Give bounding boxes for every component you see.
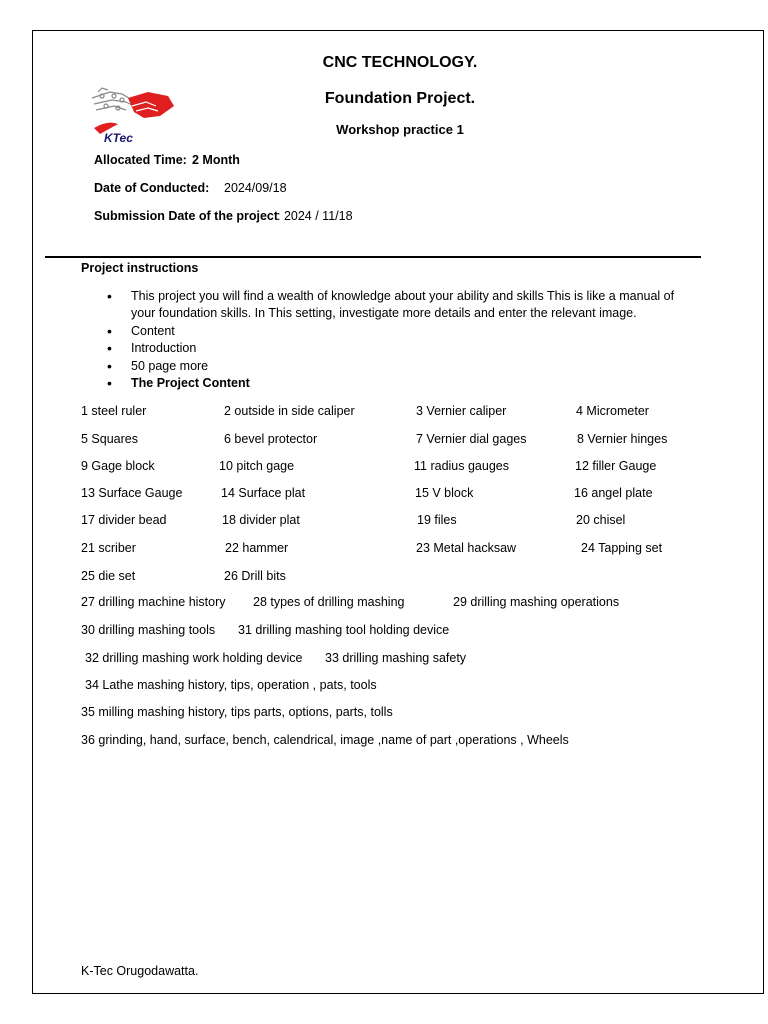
instruction-item: 50 page more — [131, 359, 209, 373]
content-item: 13 Surface Gauge — [81, 486, 183, 500]
content-item: 1 steel ruler — [81, 404, 147, 418]
content-item: 20 chisel — [576, 513, 626, 527]
content-item: 28 types of drilling mashing — [253, 595, 405, 609]
content-item: 12 filler Gauge — [575, 459, 657, 473]
content-item: 30 drilling mashing tools — [81, 623, 216, 637]
content-item: 17 divider bead — [81, 513, 167, 527]
content-item: 22 hammer — [225, 541, 289, 555]
content-item: 35 milling mashing history, tips parts, options, parts, tolls — [81, 705, 393, 719]
instruction-item: Content — [131, 324, 175, 338]
bullet-icon: • — [107, 288, 112, 304]
content-item: 6 bevel protector — [224, 432, 318, 446]
submission-date-value: : 2024 / 11/18 — [277, 209, 353, 223]
content-item: 31 drilling mashing tool holding device — [238, 623, 450, 637]
content-item: 36 grinding, hand, surface, bench, calendrical, image ,name of part ,operations , Wheels — [81, 733, 569, 747]
project-title: Foundation Project. — [324, 90, 476, 107]
content-item: 16 angel plate — [574, 486, 653, 500]
page-border — [32, 30, 764, 994]
content-item: 19 files — [417, 513, 457, 527]
content-item: 25 die set — [81, 569, 136, 583]
content-item: 10 pitch gage — [219, 459, 295, 473]
submission-date-label: Submission Date of the project — [94, 209, 279, 223]
allocated-time-value: 2 Month — [192, 153, 240, 167]
content-item: 24 Tapping set — [581, 541, 663, 555]
content-item: 9 Gage block — [81, 459, 155, 473]
content-item: 5 Squares — [81, 432, 138, 446]
ktec-logo — [88, 84, 178, 146]
content-item: 21 scriber — [81, 541, 136, 555]
footer-text: K-Tec Orugodawatta. — [81, 964, 199, 978]
allocated-time-label: Allocated Time: — [94, 153, 187, 167]
horizontal-rule — [45, 256, 701, 258]
bullet-icon: • — [107, 340, 112, 356]
content-item: 2 outside in side caliper — [224, 404, 355, 418]
bullet-icon: • — [107, 323, 112, 339]
content-item: 27 drilling machine history — [81, 595, 226, 609]
svg-text:KTec: KTec — [104, 131, 133, 145]
content-item: 15 V block — [415, 486, 474, 500]
page-title: CNC TECHNOLOGY. — [322, 54, 478, 71]
workshop-subtitle: Workshop practice 1 — [336, 122, 464, 137]
content-item: 14 Surface plat — [221, 486, 306, 500]
content-item: 23 Metal hacksaw — [416, 541, 517, 555]
instructions-heading: Project instructions — [81, 261, 199, 275]
bullet-icon: • — [107, 358, 112, 374]
instruction-item: Introduction — [131, 341, 197, 355]
content-item: 18 divider plat — [222, 513, 300, 527]
date-conducted-label: Date of Conducted: — [94, 181, 210, 195]
instructions-paragraph-line1: This project you will find a wealth of knowledge about your ability and skills This is like a manual of — [131, 289, 675, 303]
content-item: 4 Micrometer — [576, 404, 649, 418]
content-heading: The Project Content — [131, 376, 250, 390]
content-item: 3 Vernier caliper — [416, 404, 507, 418]
content-item: 8 Vernier hinges — [577, 432, 668, 446]
content-item: 7 Vernier dial gages — [416, 432, 527, 446]
content-item: 26 Drill bits — [224, 569, 286, 583]
content-item: 34 Lathe mashing history, tips, operation , pats, tools — [85, 678, 377, 692]
bullet-icon: • — [107, 375, 112, 391]
content-item: 11 radius gauges — [414, 459, 509, 473]
content-item: 33 drilling mashing safety — [325, 651, 467, 665]
date-conducted-value: 2024/09/18 — [224, 181, 287, 195]
content-item: 29 drilling mashing operations — [453, 595, 620, 609]
content-item: 32 drilling mashing work holding device — [85, 651, 303, 665]
instructions-paragraph-line2: your foundation skills. In This setting, investigate more details and enter the relevant image. — [131, 306, 637, 320]
